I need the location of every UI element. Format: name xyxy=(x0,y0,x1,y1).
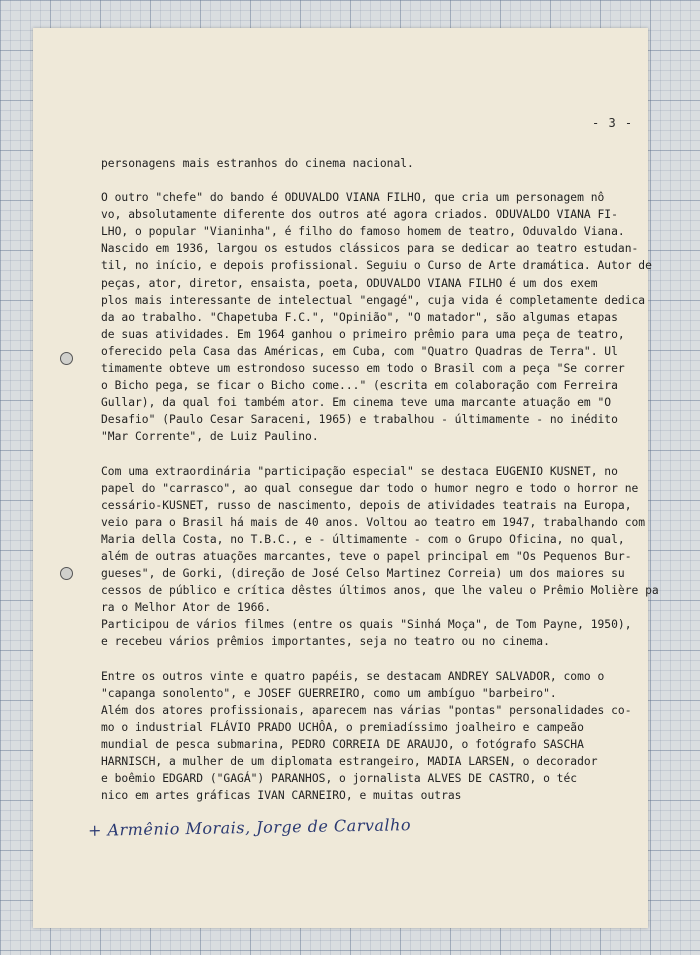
text-line: LHO, o popular "Vianinha", é filho do famoso homem de teatro, Oduvaldo Viana. xyxy=(101,225,625,239)
text-line: além de outras atuações marcantes, teve o papel principal em "Os Pequenos Bur- xyxy=(101,549,632,563)
text-line: Gullar), da qual foi também ator. Em cinema teve uma marcante atuação em "O xyxy=(101,396,612,410)
text-line: Além dos atores profissionais, aparecem nas várias "pontas" personalidades co- xyxy=(101,703,632,717)
text-line: veio para o Brasil há mais de 40 anos. Voltou ao teatro em 1947, trabalhando com xyxy=(101,515,646,529)
text-line: Nascido em 1936, largou os estudos clássicos para se dedicar ao teatro estudan- xyxy=(101,242,639,256)
text-line: mo o industrial FLÁVIO PRADO UCHÔA, o premiadíssimo joalheiro e campeão xyxy=(101,720,584,734)
text-line: O outro "chefe" do bando é ODUVALDO VIANA FILHO, que cria um personagem nô xyxy=(101,191,605,205)
text-line: da ao trabalho. "Chapetuba F.C.", "Opinião", "O matador", são algumas etapas xyxy=(101,310,618,324)
text-line: o Bicho pega, se ficar o Bicho come..." (escrita em colaboração com Ferreira xyxy=(101,379,618,393)
text-line: Entre os outros vinte e quatro papéis, se destacam ANDREY SALVADOR, como o xyxy=(101,669,605,683)
paragraph-4 xyxy=(101,668,641,805)
text-line: ra o Melhor Ator de 1966. xyxy=(101,601,272,615)
handwritten-annotation: + Armênio Morais, Jorge de Carvalho xyxy=(87,815,412,840)
paragraph-1 xyxy=(101,155,641,172)
text-line: til, no início, e depois profissional. Seguiu o Curso de Arte dramática. Autor de xyxy=(101,259,652,273)
paragraph-2 xyxy=(101,189,652,445)
text-line: "Mar Corrente", de Luiz Paulino. xyxy=(101,430,319,444)
text-line: nico em artes gráficas IVAN CARNEIRO, e muitas outras xyxy=(101,789,462,803)
text-line: Maria della Costa, no T.B.C., e - últimamente - com o Grupo Oficina, no qual, xyxy=(101,532,625,546)
text-line: de suas atividades. Em 1964 ganhou o primeiro prêmio para uma peça de teatro, xyxy=(101,327,625,341)
text-line: cessos de público e crítica dêstes últimos anos, que lhe valeu o Prêmio Molière pa xyxy=(101,584,659,598)
document-body xyxy=(101,155,659,804)
page-number: - 3 - xyxy=(592,116,634,130)
text-line: e recebeu vários prêmios importantes, seja no teatro ou no cinema. xyxy=(101,635,550,649)
text-line: mundial de pesca submarina, PEDRO CORREIA DE ARAUJO, o fotógrafo SASCHA xyxy=(101,737,584,751)
text-line: HARNISCH, a mulher de um diplomata estrangeiro, MADIA LARSEN, o decorador xyxy=(101,755,598,768)
text-line: "capanga sonolento", e JOSEF GUERREIRO, como um ambíguo "barbeiro". xyxy=(101,686,557,700)
paragraph-3 xyxy=(101,463,659,651)
text-line: oferecido pela Casa das Américas, em Cuba, com "Quatro Quadras de Terra". Ul xyxy=(101,344,618,358)
text-line: plos mais interessante de intelectual "engagé", cuja vida é completamente dedica xyxy=(101,293,646,307)
text-line: Com uma extraordinária "participação especial" se destaca EUGENIO KUSNET, no xyxy=(101,464,618,478)
text-line: Desafio" (Paulo Cesar Saraceni, 1965) e trabalhou - últimamente - no inédito xyxy=(101,413,618,427)
text-line: e boêmio EDGARD ("GAGÁ") PARANHOS, o jornalista ALVES DE CASTRO, o téc xyxy=(101,772,578,786)
text-line: vo, absolutamente diferente dos outros até agora criados. ODUVALDO VIANA FI- xyxy=(101,208,618,222)
text-line: personagens mais estranhos do cinema nacional. xyxy=(101,157,414,170)
text-line: cessário-KUSNET, russo de nascimento, depois de atividades teatrais na Europa, xyxy=(101,498,632,512)
text-line: peças, ator, diretor, ensaista, poeta, ODUVALDO VIANA FILHO é um dos exem xyxy=(101,276,598,290)
text-line: gueses", de Gorki, (direção de José Celso Martinez Correia) um dos maiores su xyxy=(101,567,625,581)
text-line: papel do "carrasco", ao qual consegue dar todo o humor negro e todo o horror ne xyxy=(101,481,639,495)
text-line: timamente obteve um estrondoso sucesso em todo o Brasil com a peça "Se correr xyxy=(101,362,625,376)
text-line: Participou de vários filmes (entre os quais "Sinhá Moça", de Tom Payne, 1950), xyxy=(101,618,632,632)
punch-hole-top xyxy=(60,352,73,365)
punch-hole-bottom xyxy=(60,567,73,580)
